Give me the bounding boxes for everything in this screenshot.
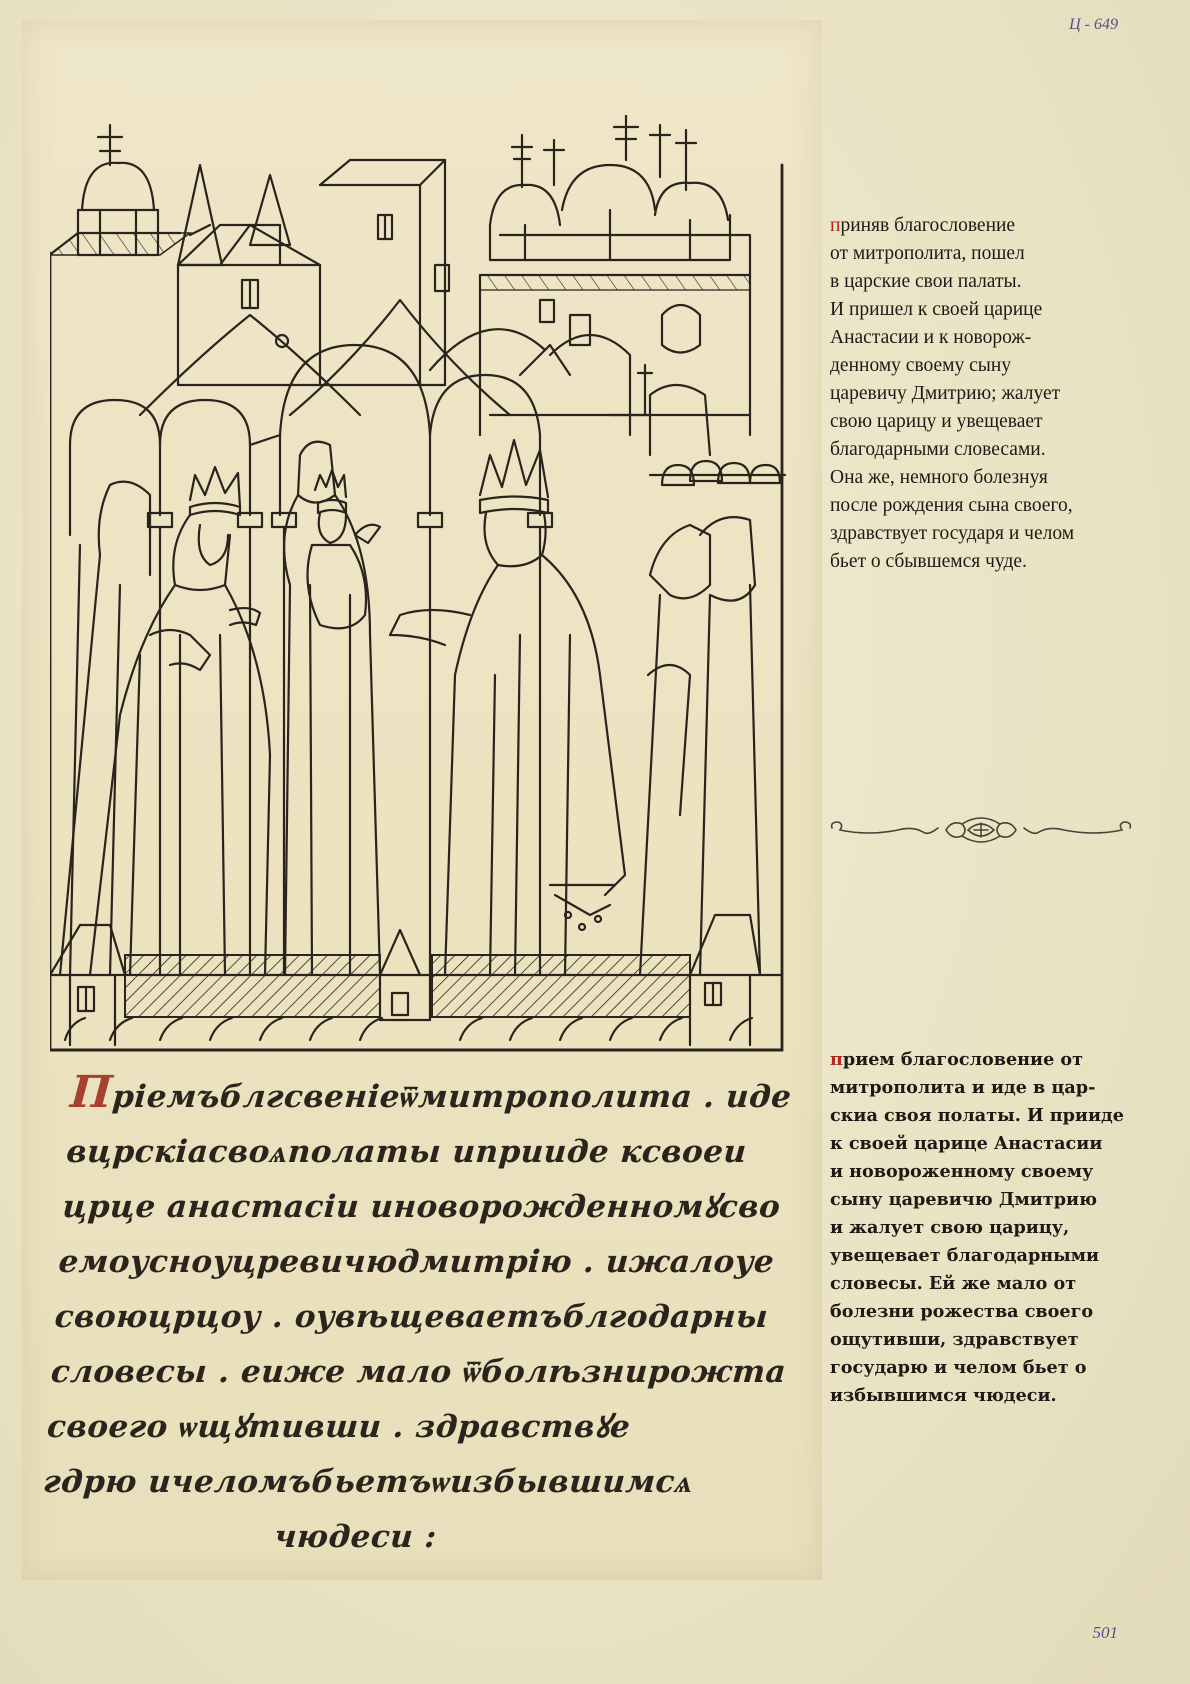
manuscript-line: чюдеси :: [273, 1519, 438, 1555]
translation-line: И пришел к своей царице: [830, 299, 1043, 320]
manuscript-line: гдрю ичеломъбьетъѡизбывшимсѧ: [42, 1464, 695, 1500]
manuscript-line: своего ѡщꙋтивши . здравствꙋе: [45, 1409, 632, 1445]
translation-line: царевичу Дмитрию; жалует: [830, 383, 1061, 404]
miniature-illustration: [50, 115, 788, 1052]
transliteration-line: и новороженному своему: [830, 1161, 1094, 1182]
transliteration-line: государю и челом бьет о: [830, 1357, 1087, 1378]
transliteration-line: избывшимся чюдеси.: [830, 1385, 1057, 1406]
transliteration-line: сыну царевичю Дмитрию: [830, 1189, 1098, 1210]
translation-line: бьет о сбывшемся чуде.: [830, 551, 1027, 572]
transliteration-line: прием благословение от: [830, 1049, 1084, 1070]
translation-line: Она же, немного болезнуя: [830, 467, 1048, 488]
translation-line: приняв благословение: [830, 215, 1016, 236]
transliteration-line: к своей царице Анастасии: [830, 1133, 1103, 1154]
translation-line: благодарными словесами.: [830, 439, 1046, 460]
decorative-divider-ornament: [828, 810, 1134, 850]
transliteration-line: скиа своя полаты. И прииде: [830, 1105, 1124, 1126]
transliteration-initial: п: [830, 1049, 843, 1070]
transliteration-line: болезни рожества своего: [830, 1301, 1094, 1322]
modern-translation: [830, 212, 1150, 576]
translation-line: после рождения сына своего,: [830, 495, 1073, 516]
transliteration-line: и жалует свою царицу,: [830, 1217, 1070, 1238]
manuscript-line: Прiемъблгсвенiеѿмитрополита . иде: [68, 1067, 793, 1118]
manuscript-initial: П: [68, 1067, 115, 1118]
transliteration-text: [830, 1046, 1160, 1410]
transliteration-line: ощутивши, здравствует: [830, 1329, 1079, 1350]
translation-line: от митрополита, пошел: [830, 243, 1025, 264]
translation-line: в царские свои палаты.: [830, 271, 1022, 292]
translation-line: денному своему сыну: [830, 355, 1012, 376]
manuscript-line: вцрскiасвоѧполаты иприиде ксвоеи: [65, 1134, 748, 1170]
transliteration-line: словесы. Ей же мало от: [830, 1273, 1077, 1294]
translation-line: здравствует государя и челом: [830, 523, 1075, 544]
page-number: 501: [1092, 1623, 1118, 1642]
manuscript-line: своюцрцоу . оувѣщеваетъблгодарны: [53, 1299, 770, 1335]
manuscript-handwritten-text: [38, 1065, 833, 1565]
miniature-drawing: [50, 115, 788, 1052]
manuscript-code: Ц - 649: [1069, 16, 1118, 33]
translation-line: свою царицу и увещевает: [830, 411, 1043, 432]
translation-line: Анастасии и к новорож-: [830, 327, 1032, 348]
transliteration-line: увещевает благодарными: [830, 1245, 1100, 1266]
translation-initial: п: [830, 215, 841, 236]
manuscript-line: емоусноуцревичюдмитрiю . ижалоуе: [57, 1244, 776, 1280]
transliteration-line: митрополита и иде в цар-: [830, 1077, 1096, 1098]
manuscript-line: словесы . еиже мало ѿболѣзнирожта: [49, 1354, 788, 1390]
manuscript-line: црце анастасiи иноворожденномꙋсво: [61, 1189, 782, 1225]
